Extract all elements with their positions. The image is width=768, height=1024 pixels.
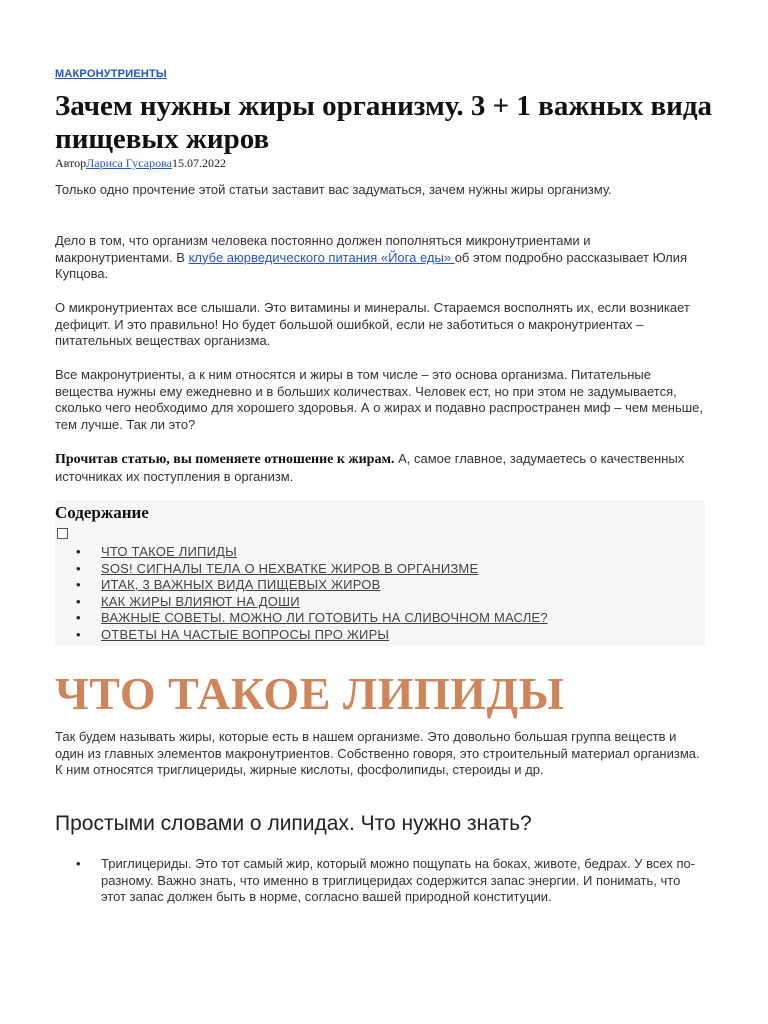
table-of-contents <box>55 500 705 646</box>
bullet-dot-icon: • <box>76 560 81 576</box>
category-link[interactable]: МАКРОНУТРИЕНТЫ <box>55 68 167 80</box>
toc-item[interactable] <box>55 577 548 594</box>
bullet-dot-icon: • <box>76 593 81 609</box>
paragraph-1-text-end: об этом подробно рассказывает Юлия Купцова. <box>55 249 688 281</box>
list-item-text: Триглицериды. Это тот самый жир, который можно пощупать на боках, животе, бедрах. У всех по-разному. Важно знать, что именно в триглицеридах содержится запас энергии. И понимать, что этот запас должен быть в норме, согласно вашей природной конституции. <box>101 856 696 904</box>
bullet-dot-icon: • <box>76 577 81 592</box>
toc-item[interactable] <box>55 561 548 578</box>
subheading-lipids-simple: Простыми словами о липидах. Что нужно знать? <box>55 812 532 835</box>
section-heading-lipids: ЧТО ТАКОЕ ЛИПИДЫ <box>55 668 565 719</box>
publish-date: 15.07.2022 <box>171 156 226 170</box>
toc-link-lipids[interactable]: ЧТО ТАКОЕ ЛИПИДЫ <box>101 544 237 559</box>
paragraph-3: Все макронутриенты, а к ним относятся и жиры в том числе – это основа организма. Питательные вещества нужны ему ежедневно и в больших количествах. Человек ест, но при этом не задумывается, сколько чего необходимо для хорошего здоровья. А о жирах и подавно распространен миф – чем меньше, тем лучше. Так ли это? <box>55 367 704 432</box>
paragraph-4-text: А, самое главное, задумаетесь о качественных источниках их поступления в организм. <box>55 451 685 484</box>
paragraph-1-text-start: Дело в том, что организм человека постоянно должен пополняться микронутриентами и макронутриентами. В <box>55 233 591 265</box>
toc-item[interactable] <box>55 610 548 627</box>
toc-link-three-fats[interactable]: ИТАК, 3 ВАЖНЫХ ВИДА ПИЩЕВЫХ ЖИРОВ <box>101 577 381 592</box>
toc-item[interactable] <box>55 594 548 611</box>
toc-title: Содержание <box>55 503 149 522</box>
bullet-dot-icon: • <box>76 856 81 871</box>
checkbox-square-icon[interactable] <box>57 528 68 539</box>
list-item <box>55 856 705 906</box>
bullet-dot-icon: • <box>76 610 81 625</box>
author-link[interactable]: Лариса Гусарова <box>86 156 172 170</box>
toc-link-doshas[interactable]: КАК ЖИРЫ ВЛИЯЮТ НА ДОШИ <box>101 593 300 609</box>
paragraph-4 <box>55 451 705 485</box>
article-meta <box>55 156 226 171</box>
toc-item[interactable] <box>55 627 548 644</box>
lipids-paragraph: Так будем называть жиры, которые есть в нашем организме. Это довольно большая группа веществ и один из главных элементов макронутриентов. Собственно говоря, это строительный материал организма. К ним относятся триглицериды, жирные кислоты, фосфолипиды, стероиды и др. <box>55 729 700 777</box>
toc-link-sos-signals[interactable]: SOS! СИГНАЛЫ ТЕЛА О НЕХВАТКЕ ЖИРОВ В ОРГАНИЗМЕ <box>101 560 479 576</box>
toc-link-faq[interactable]: ОТВЕТЫ НА ЧАСТЫЕ ВОПРОСЫ ПРО ЖИРЫ <box>101 626 390 642</box>
bullet-dot-icon: • <box>76 626 81 642</box>
paragraph-4-bold: Прочитав статью, вы поменяете отношение к жирам. <box>55 452 395 467</box>
yoga-club-link[interactable]: клубе аюрведического питания «Йога еды» <box>188 249 455 265</box>
bullet-dot-icon: • <box>76 544 81 559</box>
paragraph-1 <box>55 233 705 283</box>
toc-link-butter-tips[interactable]: ВАЖНЫЕ СОВЕТЫ. МОЖНО ЛИ ГОТОВИТЬ НА СЛИВОЧНОМ МАСЛЕ? <box>101 610 548 625</box>
paragraph-2: О микронутриентах все слышали. Это витамины и минералы. Стараемся восполнять их, если возникает дефицит. И это правильно! Но будет большой ошибкой, если не заботиться о макронутриентах – питательных веществах организма. <box>55 300 690 348</box>
toc-list <box>55 544 548 643</box>
toc-item[interactable] <box>55 544 548 561</box>
author-label: Автор <box>55 156 87 170</box>
intro-paragraph: Только одно прочтение этой статьи заставит вас задуматься, зачем нужны жиры организму. <box>55 182 612 197</box>
lipids-bullet-list <box>55 856 705 906</box>
article-title: Зачем нужны жиры организму. 3 + 1 важных вида пищевых жиров <box>55 90 713 155</box>
